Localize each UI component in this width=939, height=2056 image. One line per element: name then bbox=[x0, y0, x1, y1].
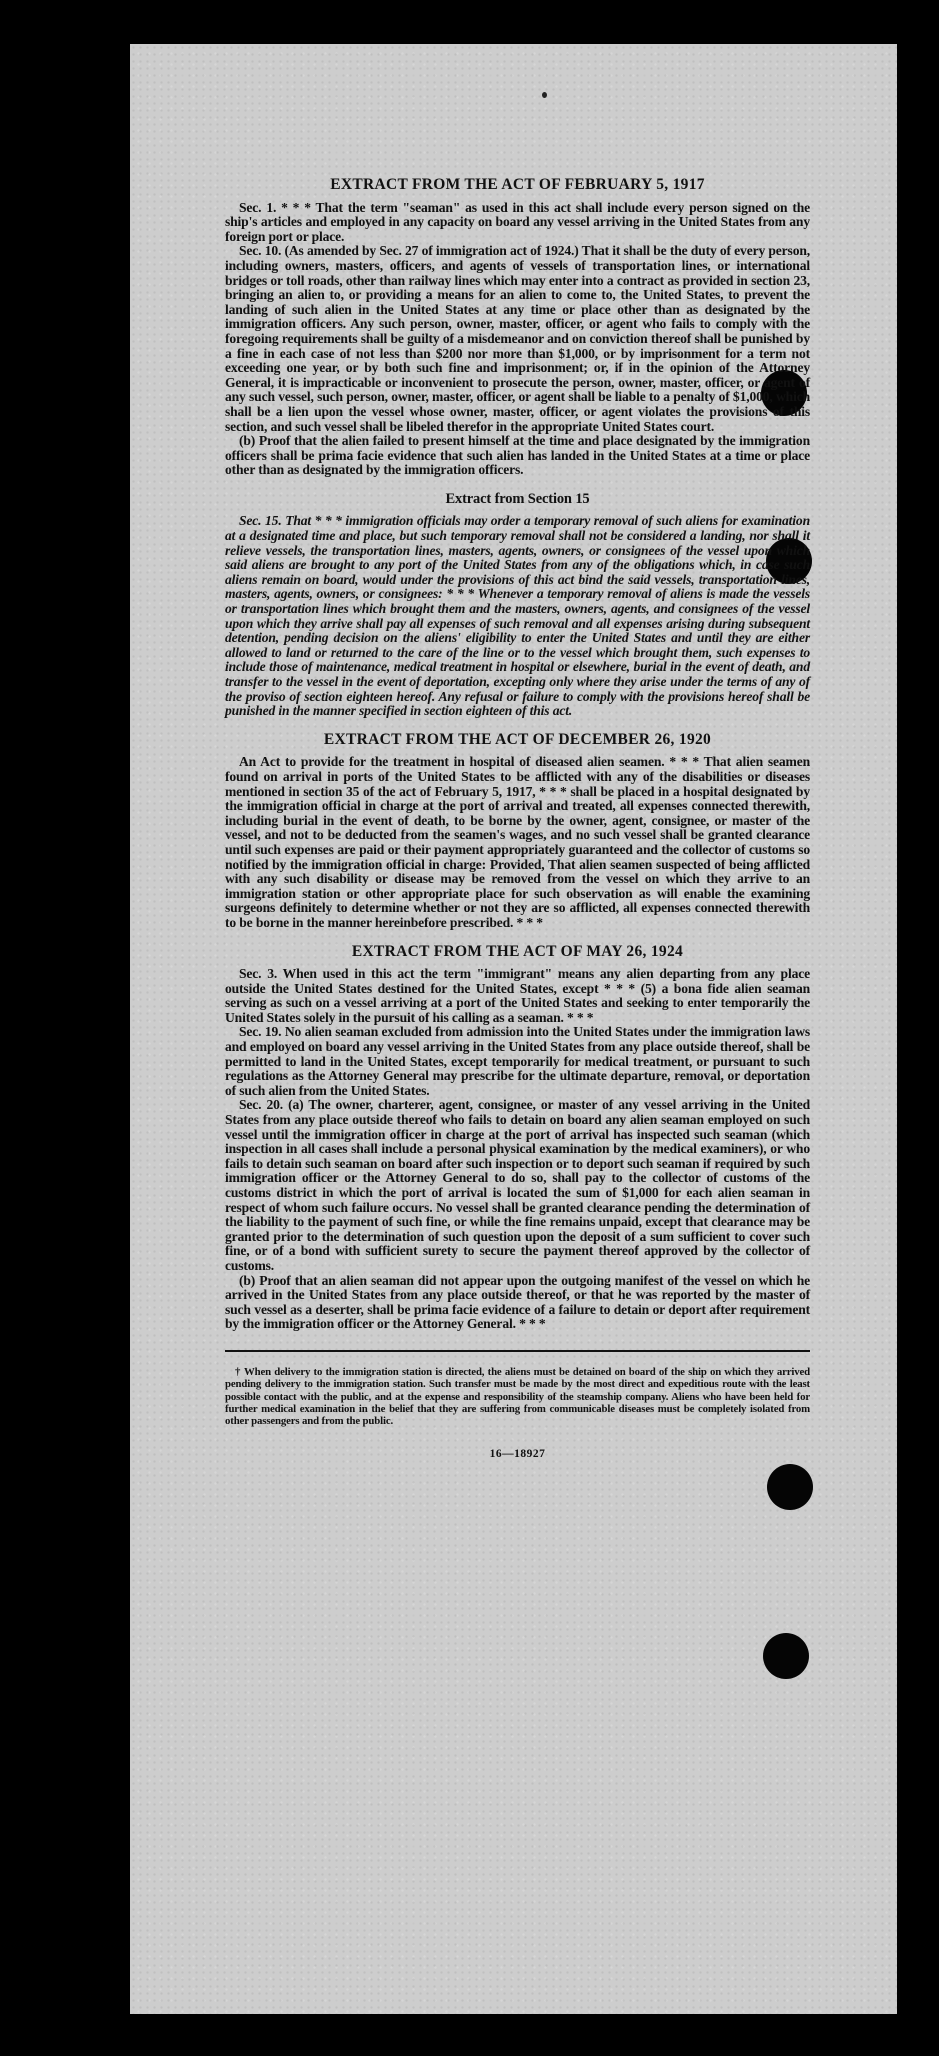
form-number: 16—18927 bbox=[489, 1448, 546, 1461]
document-text bbox=[225, 178, 810, 1462]
section-act-1920 bbox=[225, 730, 810, 931]
paragraph: Sec. 3. When used in this act the term "immigrant" means any alien departing from any place outside the United States destined for the United States, except * * * (5) a bona fide alien seaman serving as such on a vessel arriving at a port of the United States and seeking to enter temporarily the United States solely in the pursuit of his calling as a seaman. * * * bbox=[225, 966, 810, 1025]
punch-hole bbox=[767, 1464, 813, 1510]
footnote: † When delivery to the immigration station is directed, the aliens must be detained on board of the ship on which they arrived pending delivery to the immigration station. Such transfer must be made by the most direct and expeditious route with the least possible contact with the public, and at the expense and responsibility of the steamship company. Aliens who have been held for further medical examination in the belief that they are suffering from communicable diseases must be completely isolated from other passengers and from the public. bbox=[225, 1365, 810, 1428]
ink-speck bbox=[542, 92, 547, 98]
divider-rule bbox=[225, 1350, 810, 1352]
section-act-1924 bbox=[225, 942, 810, 1332]
section-extract-15 bbox=[225, 492, 810, 719]
paragraph: (b) Proof that an alien seaman did not appear upon the outgoing manifest of the vessel on which he arrived in the United States from any place outside thereof, or that he was reported by the master of such vessel as a deserter, shall be prima facie evidence of a failure to detain or deport after requirement by the immigration officer or the Attorney General. * * * bbox=[225, 1272, 810, 1332]
punch-hole bbox=[763, 1633, 809, 1679]
paragraph: (b) Proof that the alien failed to present himself at the time and place designated by the immigration officers shall be prima facie evidence that such alien has landed in the United States at a time or place other than as designated by the immigration officers. bbox=[225, 433, 810, 478]
paragraph: Sec. 15. That * * * immigration officials may order a temporary removal of such aliens for examination at a designated time and place, but such temporary removal shall not be considered a landing, nor shall it relieve vessels, the transportation lines, masters, agents, owners, or consignees of the vessel upon which said aliens are brought to any port of the United States from any of the obligations which, in case such aliens remain on board, would under the provisions of this act bind the said vessels, transportation lines, masters, agents, owners, or consignees: * * * Whenever a temporary removal of aliens is made the vessels or transportation lines which brought them and the masters, owners, agents, and consignees of the vessel upon which they arrive shall pay all expenses of such removal and all expenses arising during subsequent detention, pending decision on the aliens' eligibility to enter the United States and until they are either allowed to land or returned to the care of the line or to the vessel which brought them, such expenses to include those of maintenance, medical treatment in hospital or elsewhere, burial in the event of death, and transfer to the vessel in the event of deportation, excepting only where they arise under the terms of any of the proviso of section eighteen hereof. Any refusal or failure to comply with the provisions hereof shall be punished in the manner specified in section eighteen of this act. bbox=[225, 513, 810, 719]
paragraph: Sec. 10. (As amended by Sec. 27 of immigration act of 1924.) That it shall be the duty of every person, including owners, masters, officers, and agents of vessels of transportation lines, or international bridges or toll roads, other than railway lines which may enter into a contract as provided in section 23, bringing an alien to, or providing a means for an alien to come to, the United States, to prevent the landing of such alien in the United States at any time or place other than as designated by the immigration officers. Any such person, owner, master, officer, or agent who fails to comply with the foregoing requirements shall be guilty of a misdemeanor and on conviction thereof shall be punished by a fine in each case of not less than $200 nor more than $1,000, or by imprisonment for a term not exceeding one year, or by both such fine and imprisonment; or, if in the opinion of the Attorney General, it is impracticable or inconvenient to prosecute the person, owner, master, officer, or agent of any such vessel, such person, owner, master, officer, or agent shall be liable to a penalty of $1,000, which shall be a lien upon the vessel whose owner, master, officer, or agent violates the provisions of this section, and such vessel shall be libeled therefor in the appropriate United States court. bbox=[225, 243, 810, 434]
section-heading: EXTRACT FROM THE ACT OF DECEMBER 26, 1920 bbox=[323, 730, 712, 748]
section-heading: EXTRACT FROM THE ACT OF FEBRUARY 5, 1917 bbox=[330, 176, 705, 193]
paragraph: Sec. 20. (a) The owner, charterer, agent, consignee, or master of any vessel arriving in the United States from any place outside thereof who fails to detain on board any alien seaman employed on such vessel until the immigration officer in charge at the port of arrival has inspected such seaman (which inspection in all cases shall include a personal physical examination by the medical examiners), or who fails to detain such seaman on board after such inspection or to deport such seaman if required by such immigration officer or the Attorney General to do so, shall pay to the collector of customs of the customs district in which the port of arrival is located the sum of $1,000 for each alien seaman in respect of whom such failure occurs. No vessel shall be granted clearance pending the determination of the liability to the payment of such fine, or while the fine remains unpaid, except that clearance may be granted prior to the determination of such question upon the deposit of a sum sufficient to cover such fine, or of a bond with sufficient surety to secure the payment thereof approved by the collector of customs. bbox=[225, 1097, 810, 1273]
paragraph: Sec. 1. * * * That the term "seaman" as used in this act shall include every person signed on the ship's articles and employed in any capacity on board any vessel arriving in the United States from any foreign port or place. bbox=[225, 199, 810, 244]
paragraph: Sec. 19. No alien seaman excluded from admission into the United States under the immigration laws and employed on board any vessel arriving in the United States from any place outside thereof, shall be permitted to land in the United States, except temporarily for medical treatment, or pursuant to such regulations as the Attorney General may prescribe for the ultimate departure, removal, or deportation of such alien from the United States. bbox=[225, 1024, 810, 1098]
paragraph: An Act to provide for the treatment in hospital of diseased alien seamen. * * * That alien seamen found on arrival in ports of the United States to be afflicted with any of the disabilities or diseases mentioned in section 35 of the act of February 5, 1917, * * * shall be placed in a hospital designated by the immigration official in charge at the port of arrival and treated, all expenses connected therewith, including burial in the event of death, to be borne by the owner, agent, consignee, or master of the vessel, and not to be deducted from the seamen's wages, and no such vessel shall be granted clearance until such expenses are paid or their payment appropriately guaranteed and the collector of customs so notified by the immigration official in charge: Provided, That alien seamen suspected of being afflicted with any such disability or disease may be removed from the vessel on which they arrive to an immigration station or other appropriate place for such observation as will enable the examining surgeons definitely to determine whether or not they are so afflicted, all expenses connected therewith to be borne in the manner hereinbefore prescribed. * * * bbox=[225, 754, 810, 930]
document-page bbox=[130, 44, 897, 2014]
section-subheading: Extract from Section 15 bbox=[445, 490, 590, 507]
section-heading: EXTRACT FROM THE ACT OF MAY 26, 1924 bbox=[351, 942, 684, 960]
section-act-1917 bbox=[225, 178, 810, 478]
